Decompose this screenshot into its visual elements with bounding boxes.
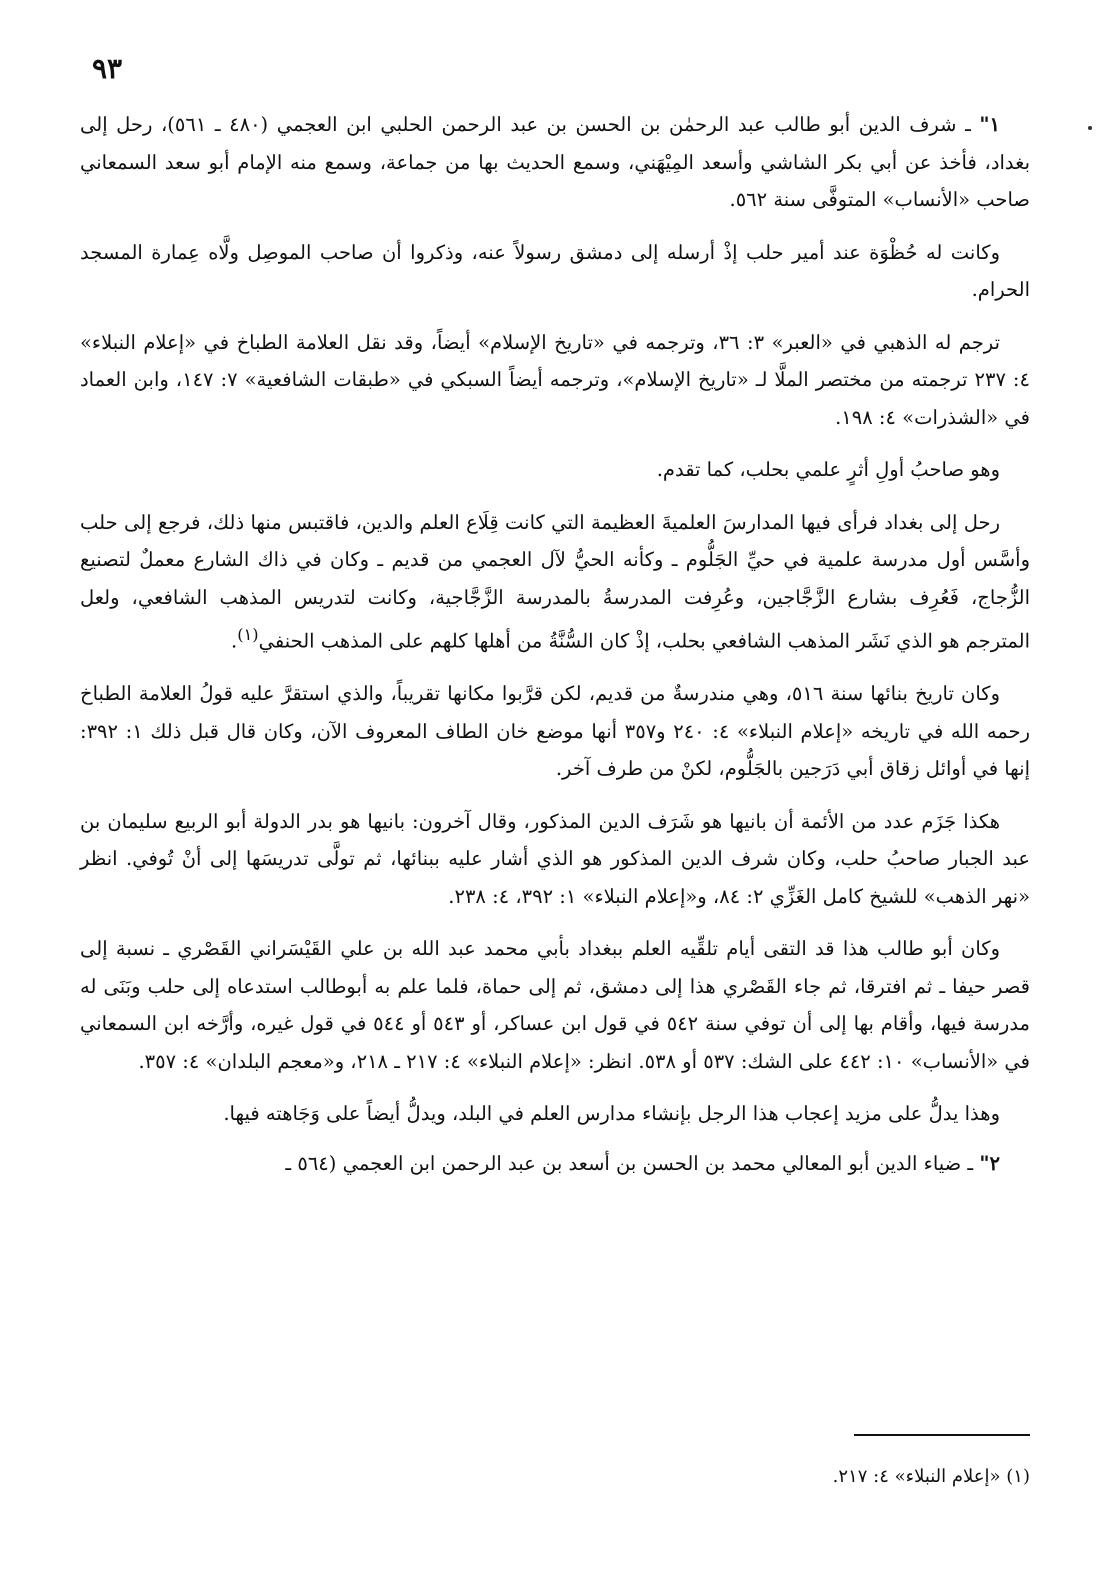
paragraph-text: رحل إلى بغداد فرأى فيها المدارسَ العلميةَ العظيمة التي كانت قِلَاع العلم والدين، فاقتبس منها ذلك، فرجع إلى حلب وأسَّس أول مدرسة علمية في حيِّ الجَلُّوم ـ وكأنه الحيُّ لآل العجمي من قديم ـ وكان في ذاك الشارع معملٌ لتصنيع الزُّجاج، فَعُرِف بشارع الزَّجَّاجين، وعُرِفت المدرسةُ بالمدرسة الزَّجَّاجية، وكانت لتدريس المذهب الشافعي، ولعل المترجم هو الذي نَشَر المذهب الشافعي بحلب، إذْ كان السُّنَّةُ من أهلها كلهم على المذهب الحنفي <box>80 510 1030 653</box>
entry-number: ٢" <box>979 1151 1000 1175</box>
main-text <box>80 106 1030 1197</box>
paragraph <box>80 234 1030 309</box>
paragraph-text: وهذا يدلُّ على مزيد إعجاب هذا الرجل بإنشاء مدارس العلم في البلد، ويدلُّ أيضاً على وَجَاهته فيها. <box>223 1102 1000 1125</box>
paragraph-text: ـ ضياء الدين أبو المعالي محمد بن الحسن بن أسعد بن عبد الرحمن ابن العجمي (٥٦٤ ـ <box>285 1151 974 1175</box>
paragraph-text: وكان تاريخ بنائها سنة ٥١٦، وهي مندرسةٌ من قديم، لكن قرَّبوا مكانها تقريباً، والذي استقرَّ عليه قولُ العلامة الطباخ رحمه الله في تاريخه «إعلام النبلاء» ٤: ٢٤٠ و٣٥٧ أنها موضع خان الطاف المعروف الآن، وكان قال قبل ذلك ١: ٣٩٢: إنها في أوائل زقاق أبي دَرَجين بالجَلُّوم، لكنْ من طرف آخر. <box>80 682 1031 780</box>
footnote <box>80 1462 1030 1492</box>
paragraph-text: ترجم له الذهبي في «العبر» ٣: ٣٦، وترجمه في «تاريخ الإسلام» أيضاً، وقد نقل العلامة الطباخ في «إعلام النبلاء» ٤: ٢٣٧ ترجمته من مختصر الملَّا لـ «تاريخ الإسلام»، وترجمه أيضاً السبكي في «طبقات الشافعية» ٧: ١٤٧، وابن العماد في «الشذرات» ٤: ١٩٨. <box>80 330 1030 429</box>
paragraph <box>80 1095 1030 1133</box>
paragraph <box>80 451 1030 489</box>
paragraph-text: هكذا جَزَم عدد من الأئمة أن بانيها هو شَرَف الدين المذكور، وقال آخرون: بانيها هو بدر الدولة أبو الربيع سليمان بن عبد الجبار صاحبُ حلب، وكان شرف الدين المذكور هو الذي أشار عليه ببنائها، ثم تولَّى تدريسَها إلى أنْ تُوفي. انظر «نهر الذهب» للشيخ كامل الغَزِّي ٢: ٨٤، و«إعلام النبلاء» ١: ٣٩٢، ٤: ٢٣٨. <box>80 809 1030 908</box>
paragraph-tail: . <box>230 629 238 653</box>
paragraph-text: وكان أبو طالب هذا قد التقى أيام تلقِّيه العلم ببغداد بأبي محمد عبد الله بن علي القَيْسَراني القَصْري ـ نسبة إلى قصر حيفا ـ ثم افترقا، ثم جاء القَصْري هذا إلى دمشق، ثم إلى حماة، فلما علم به أبوطالب استدعاه إلى حلب وبَنَى له مدرسة فيها، وأقام بها إلى أن توفي سنة ٥٤٢ في قول ابن عساكر، أو ٥٤٣ أو ٥٤٤ في قول غيره، وأرَّخه ابن السمعاني في «الأنساب» ١٠: ٤٤٢ على الشك: ٥٣٧ أو ٥٣٨. انظر: «إعلام النبلاء» ٤: ٢١٧ ـ ٢١٨، و«معجم البلدان» ٤: ٣٥٧. <box>80 937 1031 1073</box>
footnote-marker: (١) <box>1006 1466 1030 1487</box>
page-number: ٩٣ <box>92 52 123 85</box>
paragraph-entry-2 <box>80 1145 1030 1183</box>
paragraph-text: وكانت له حُظْوَة عند أمير حلب إذْ أرسله إلى دمشق رسولاً عنه، وذكروا أن صاحب الموصِل ولَّاه عِمارة المسجد الحرام. <box>80 240 1030 301</box>
paragraph-text: وهو صاحبُ أولِ أثرٍ علمي بحلب، كما تقدم. <box>656 458 1000 481</box>
paragraph <box>80 930 1030 1080</box>
paragraph <box>80 504 1030 661</box>
entry-number: ١" <box>979 113 1000 136</box>
paragraph <box>80 324 1030 437</box>
paragraph-entry-1 <box>80 106 1030 219</box>
paragraph <box>80 675 1030 788</box>
margin-mark <box>1088 126 1092 130</box>
footnote-reference: (١) <box>237 625 259 644</box>
paragraph-text: ـ شرف الدين أبو طالب عبد الرحمٰن بن الحسن بن عبد الرحمن الحلبي ابن العجمي (٤٨٠ ـ ٥٦١)، رحل إلى بغداد، فأخذ عن أبي بكر الشاشي وأسعد المِيْهَني، وسمع الحديث بها من جماعة، وسمع منه الإمام أبو سعد السمعاني صاحب «الأنساب» المتوفَّى سنة ٥٦٢. <box>80 113 1030 211</box>
footnote-text: «إعلام النبلاء» ٤: ٢١٧. <box>832 1466 1001 1487</box>
paragraph <box>80 803 1030 916</box>
footnote-divider <box>854 1434 1030 1436</box>
